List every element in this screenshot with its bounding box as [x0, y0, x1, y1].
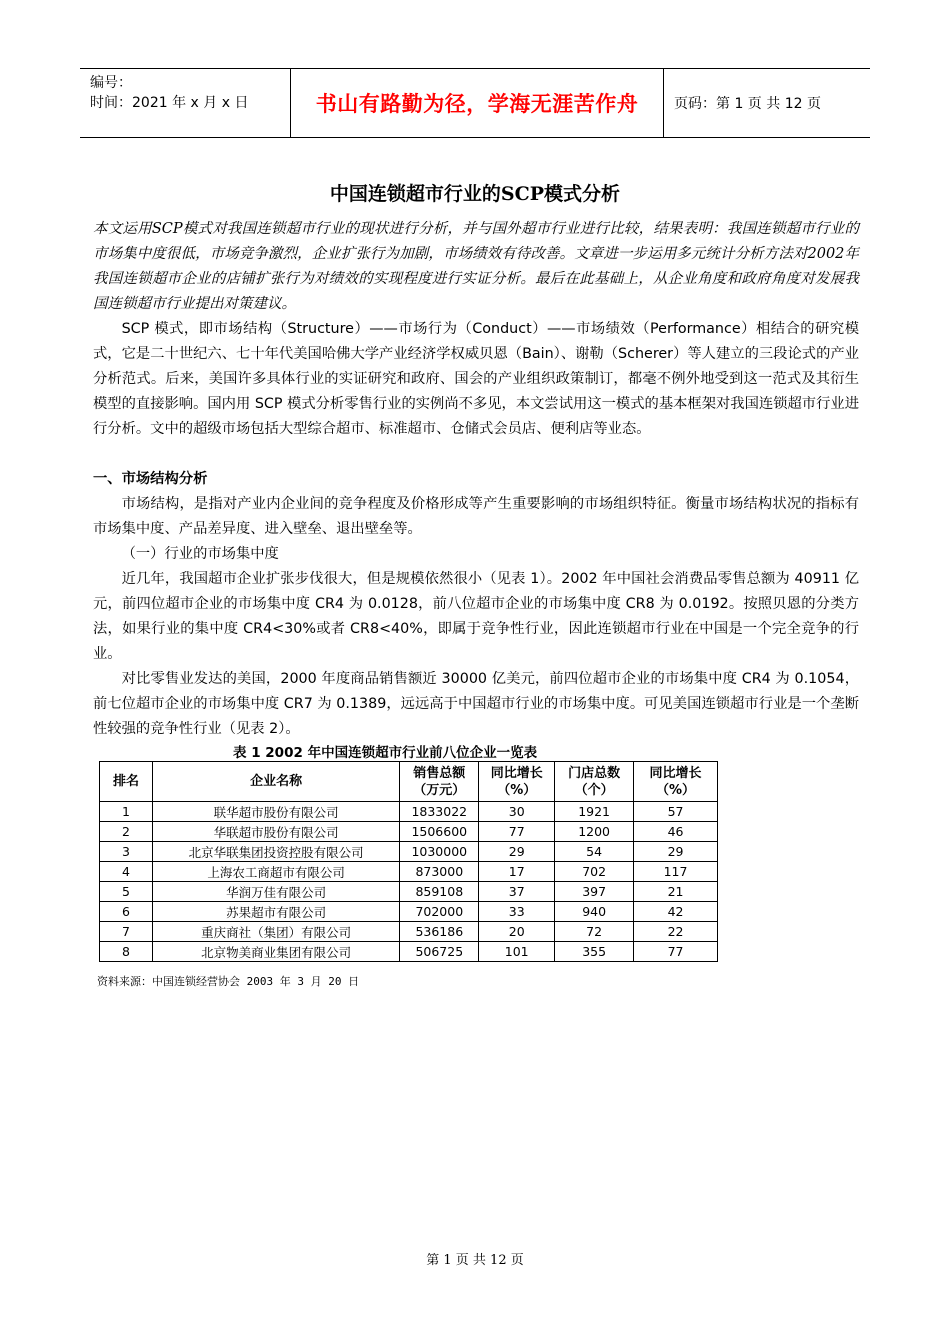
table-cell: 30	[479, 802, 555, 822]
table-row	[100, 822, 718, 842]
table-cell: 1	[100, 802, 153, 822]
table-cell: 29	[479, 842, 555, 862]
table-cell: 33	[479, 902, 555, 922]
table-cell: 859108	[400, 882, 479, 902]
doc-time-label: 时间：2021 年 x 月 x 日	[90, 95, 249, 111]
table-cell: 2	[100, 822, 153, 842]
table-row	[100, 842, 718, 862]
table-cell: 702	[555, 862, 634, 882]
table-cell: 54	[555, 842, 634, 862]
table-header-cell: 企业名称	[152, 762, 399, 802]
table-cell: 536186	[400, 922, 479, 942]
table-cell: 重庆商社（集团）有限公司	[152, 922, 399, 942]
table-row	[100, 902, 718, 922]
table-cell: 117	[634, 862, 718, 882]
document-title: 中国连锁超市行业的SCP模式分析	[329, 183, 621, 205]
table-row	[100, 882, 718, 902]
table-cell: 21	[634, 882, 718, 902]
table-source-note: 资料来源：中国连锁经营协会 2003 年 3 月 20 日	[97, 975, 360, 988]
table-cell: 1833022	[400, 802, 479, 822]
page-header	[80, 68, 870, 138]
table-cell: 72	[555, 922, 634, 942]
subsection-heading: （一）行业的市场集中度	[121, 546, 279, 562]
table-cell: 77	[634, 942, 718, 962]
paragraph-market-structure: 市场结构，是指对产业内企业间的竞争程度及价格形成等产生重要影响的市场组织特征。衡量市场结构状况的指标有市场集中度、产品差异度、进入壁垒、退出壁垒等。	[93, 496, 859, 537]
table-cell: 上海农工商超市有限公司	[152, 862, 399, 882]
table-header-cell: 门店总数（个）	[555, 762, 634, 802]
table-cell: 苏果超市有限公司	[152, 902, 399, 922]
table-cell: 873000	[400, 862, 479, 882]
table-cell: 1200	[555, 822, 634, 842]
header-page-label: 页码：第 1 页 共 12 页	[674, 96, 821, 112]
table-row	[100, 862, 718, 882]
table-cell: 8	[100, 942, 153, 962]
paragraph-scp-intro: SCP 模式，即市场结构（Structure）——市场行为（Conduct）——市场绩效（Performance）相结合的研究模式，它是二十世纪六、七十年代美国哈佛大学产业经济学权威贝恩（Bain）、谢勒（Scherer）等人建立的三段论式的产业分析范式。后来，美国许多具体行业的实证研究和政府、国会的产业组织政策制订，都毫不例外地受到这一范式及其衍生模型的直接影响。国内用 SCP 模式分析零售行业的实例尚不多见，本文尝试用这一模式的基本框架对我国连锁超市行业进行分析。文中的超级市场包括大型综合超市、标准超市、仓储式会员店、便利店等业态。	[93, 321, 859, 437]
table-cell: 702000	[400, 902, 479, 922]
table-cell: 1506600	[400, 822, 479, 842]
table-header-row	[100, 762, 718, 802]
table-cell: 7	[100, 922, 153, 942]
table-cell: 联华超市股份有限公司	[152, 802, 399, 822]
table-header-cell: 同比增长（%）	[634, 762, 718, 802]
table-cell: 6	[100, 902, 153, 922]
table-cell: 北京物美商业集团有限公司	[152, 942, 399, 962]
table-cell: 940	[555, 902, 634, 922]
table-cell: 4	[100, 862, 153, 882]
table-cell: 29	[634, 842, 718, 862]
table-cell: 3	[100, 842, 153, 862]
header-motto: 书山有路勤为径，学海无涯苦作舟	[291, 69, 664, 137]
table-cell: 北京华联集团投资控股有限公司	[152, 842, 399, 862]
table-caption: 表 1 2002 年中国连锁超市行业前八位企业一览表	[233, 745, 538, 761]
table-row	[100, 942, 718, 962]
doc-number-label: 编号：	[90, 75, 132, 91]
supermarket-ranking-table	[99, 761, 718, 962]
table-header-cell: 同比增长（%）	[479, 762, 555, 802]
table-cell: 17	[479, 862, 555, 882]
page-footer: 第 1 页 共 12 页	[426, 1253, 524, 1268]
table-row	[100, 922, 718, 942]
table-cell: 华联超市股份有限公司	[152, 822, 399, 842]
table-cell: 46	[634, 822, 718, 842]
table-cell: 华润万佳有限公司	[152, 882, 399, 902]
section-heading: 一、市场结构分析	[93, 471, 208, 487]
table-cell: 1030000	[400, 842, 479, 862]
table-cell: 57	[634, 802, 718, 822]
table-header-cell: 排名	[100, 762, 153, 802]
table-header-cell: 销售总额（万元）	[400, 762, 479, 802]
table-cell: 397	[555, 882, 634, 902]
table-cell: 1921	[555, 802, 634, 822]
header-meta	[80, 69, 291, 137]
table-cell: 101	[479, 942, 555, 962]
abstract: 本文运用SCP模式对我国连锁超市行业的现状进行分析，并与国外超市行业进行比较，结果表明：我国连锁超市行业的市场集中度很低，市场竞争激烈，企业扩张行为加剧，市场绩效有待改善。文章进一步运用多元统计分析方法对2002年我国连锁超市企业的店铺扩张行为对绩效的实现程度进行实证分析。最后在此基础上，从企业角度和政府角度对发展我国连锁超市行业提出对策建议。	[93, 221, 859, 312]
table-cell: 77	[479, 822, 555, 842]
table-cell: 20	[479, 922, 555, 942]
paragraph-concentration: 近几年，我国超市企业扩张步伐很大，但是规模依然很小（见表 1）。2002 年中国社会消费品零售总额为 40911 亿元，前四位超市企业的市场集中度 CR4 为 0.0128，前八位超市企业的市场集中度 CR8 为 0.0192。按照贝恩的分类方法，如果行业的集中度 CR4<30%或者 CR8<40%，即属于竞争性行业，因此连锁超市行业在中国是一个完全竞争的行业。	[93, 571, 859, 662]
table-cell: 5	[100, 882, 153, 902]
table-cell: 506725	[400, 942, 479, 962]
table-cell: 22	[634, 922, 718, 942]
table-cell: 42	[634, 902, 718, 922]
table-cell: 355	[555, 942, 634, 962]
paragraph-us-comparison: 对比零售业发达的美国，2000 年度商品销售额近 30000 亿美元，前四位超市企业的市场集中度 CR4 为 0.1054，前七位超市企业的市场集中度 CR7 为 0.1389，远远高于中国超市行业的市场集中度。可见美国连锁超市行业是一个垄断性较强的竞争性行业（见表 2）。	[93, 671, 859, 737]
table-cell: 37	[479, 882, 555, 902]
table-row	[100, 802, 718, 822]
